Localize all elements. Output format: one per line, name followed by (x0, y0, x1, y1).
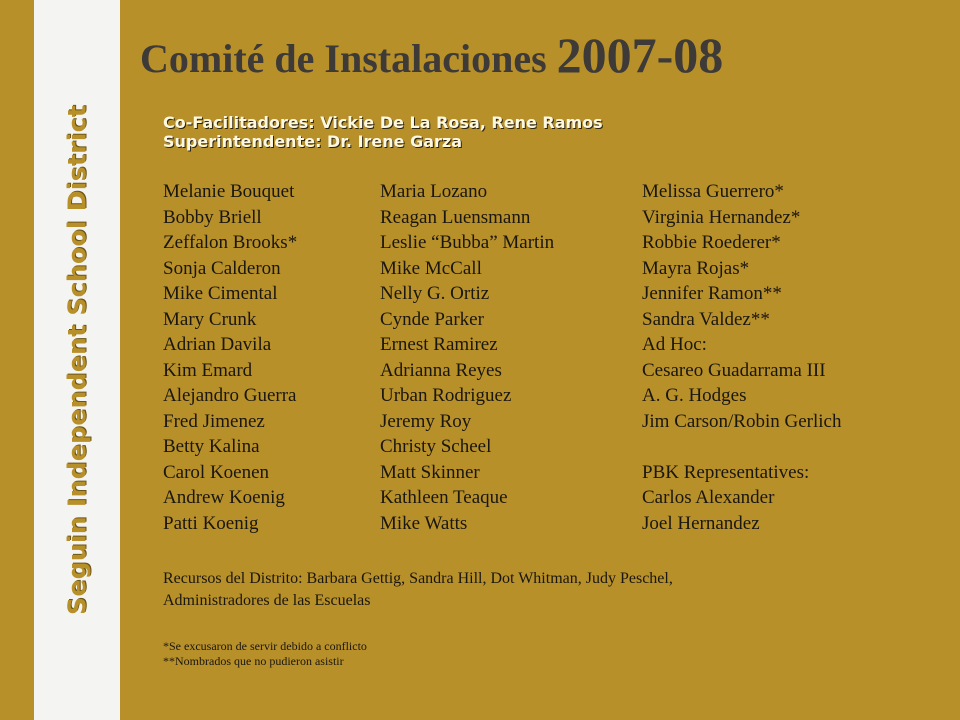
ad-hoc-heading: Ad Hoc: (642, 334, 707, 355)
member-name: Jennifer Ramon** (642, 283, 782, 304)
footnotes (163, 639, 367, 669)
resources-line-1: Recursos del Distrito: Barbara Gettig, Sandra Hill, Dot Whitman, Judy Peschel, (163, 570, 673, 587)
member-name: Carol Koenen (163, 461, 270, 483)
member-name: Sonja Calderon (163, 257, 281, 279)
member-name: Virginia Hernandez* (642, 206, 801, 228)
member-name: Melanie Bouquet (163, 181, 295, 202)
member-name: Fred Jimenez (163, 410, 265, 432)
member-name: Nelly G. Ortiz (380, 283, 490, 304)
member-name: Mike McCall (380, 257, 482, 279)
title-year: 2007-08 (556, 27, 724, 83)
left-gold-strip (0, 0, 34, 720)
member-name: Cesareo Guadarrama III (642, 359, 826, 381)
member-name: Matt Skinner (380, 461, 480, 483)
member-name: Mayra Rojas* (642, 257, 750, 279)
blank-row (642, 434, 841, 460)
pbk-heading: PBK Representatives: (642, 461, 810, 483)
member-name: Kim Emard (163, 359, 253, 381)
member-name: Adrian Davila (163, 334, 272, 355)
leadership-block (163, 113, 603, 151)
member-name: Patti Koenig (163, 512, 259, 534)
superintendent-line: Superintendente: Dr. Irene Garza (163, 132, 463, 151)
member-name: Carlos Alexander (642, 487, 775, 508)
member-name: Cynde Parker (380, 308, 484, 330)
member-name: Sandra Valdez** (642, 308, 770, 330)
member-name: Alejandro Guerra (163, 385, 297, 406)
member-name: Jeremy Roy (380, 410, 472, 432)
member-name: Betty Kalina (163, 436, 260, 457)
member-name: Kathleen Teaque (380, 487, 508, 508)
member-name: Urban Rodriguez (380, 385, 512, 406)
member-name: Robbie Roederer* (642, 232, 781, 253)
co-facilitators-line: Co-Facilitadores: Vickie De La Rosa, Rene Ramos (163, 113, 603, 132)
footnote-1: *Se excusaron de servir debido a conflicto (163, 639, 367, 653)
member-name: Mike Cimental (163, 283, 278, 304)
member-name: Zeffalon Brooks* (163, 232, 298, 253)
member-name: Andrew Koenig (163, 487, 285, 508)
member-name: Melissa Guerrero* (642, 181, 784, 202)
member-name: Maria Lozano (380, 181, 488, 202)
member-name: Bobby Briell (163, 206, 262, 228)
page-title (140, 26, 723, 84)
members-column-2 (380, 179, 554, 536)
district-name: Seguin Independent School District (62, 105, 92, 615)
resources-line-2: Administradores de las Escuelas (163, 592, 371, 609)
footnote-2: **Nombrados que no pudieron asistir (163, 654, 344, 668)
member-name: Leslie “Bubba” Martin (380, 232, 555, 253)
member-name: Mary Crunk (163, 308, 257, 330)
member-name: Mike Watts (380, 512, 468, 534)
member-name: Adrianna Reyes (380, 359, 502, 381)
member-name: Joel Hernandez (642, 512, 760, 534)
member-name: Christy Scheel (380, 436, 492, 457)
district-resources (163, 568, 673, 612)
member-name: A. G. Hodges (642, 385, 747, 406)
title-text: Comité de Instalaciones (140, 36, 547, 81)
member-name: Jim Carson/Robin Gerlich (642, 410, 842, 432)
members-column-3 (642, 179, 841, 536)
member-name: Reagan Luensmann (380, 206, 531, 228)
member-name: Ernest Ramirez (380, 334, 498, 355)
members-column-1 (163, 179, 297, 536)
